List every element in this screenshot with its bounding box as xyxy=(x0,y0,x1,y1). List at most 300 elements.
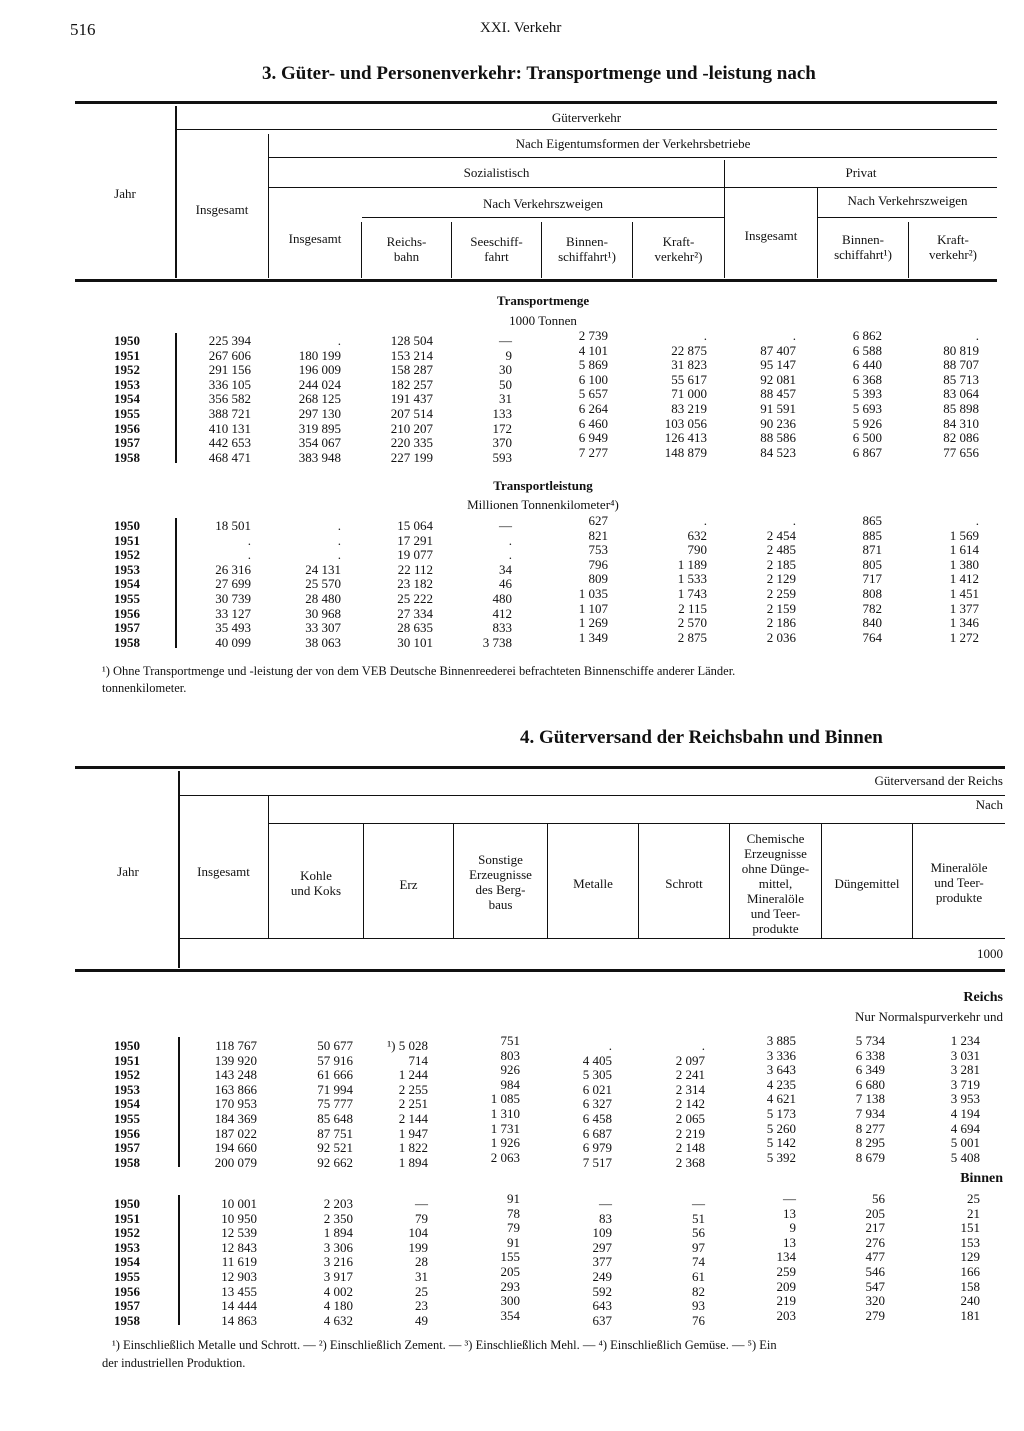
table-cell: 370 xyxy=(492,435,512,451)
table-cell: 27 699 xyxy=(215,576,251,592)
table-cell: 3 306 xyxy=(323,1239,353,1255)
table-cell: 87 407 xyxy=(760,342,796,358)
table-row-year: 1956 xyxy=(114,1125,140,1141)
table-cell: 14 444 xyxy=(221,1298,257,1314)
t4-header-sonstige: Sonstige Erzeugnisse des Berg- baus xyxy=(469,852,532,912)
table-cell: . xyxy=(701,1038,705,1053)
t3-header-privat: Privat xyxy=(845,165,877,180)
table-cell: 91 xyxy=(507,1234,520,1250)
table-cell: 129 xyxy=(960,1249,980,1265)
table-cell: 28 480 xyxy=(305,591,341,606)
table-cell: 356 582 xyxy=(208,391,251,407)
table-cell: 1 569 xyxy=(949,527,979,543)
table-cell: 6 680 xyxy=(855,1076,885,1092)
table-cell: 83 xyxy=(599,1210,612,1226)
table-cell: 547 xyxy=(865,1278,885,1294)
table-cell: 95 147 xyxy=(760,357,796,373)
table-cell: 2 144 xyxy=(398,1111,428,1126)
table-cell: 293 xyxy=(500,1278,520,1294)
table-cell: 148 879 xyxy=(664,444,707,460)
table-cell: 187 022 xyxy=(214,1125,257,1141)
table-cell: 1 614 xyxy=(949,542,979,558)
table-cell: 180 199 xyxy=(298,347,341,363)
t4-header-mineraloele: Mineralöle und Teer- produkte xyxy=(930,860,988,905)
table-cell: 627 xyxy=(588,513,608,528)
table-cell: 128 504 xyxy=(390,333,433,348)
table-cell: 28 xyxy=(415,1254,428,1270)
table-cell: 217 xyxy=(865,1220,885,1236)
table-cell: 7 277 xyxy=(578,444,608,460)
table-cell: 12 539 xyxy=(221,1225,257,1241)
table-cell: 82 086 xyxy=(943,430,979,446)
table-cell: 1 085 xyxy=(490,1091,520,1107)
t3-header-soz-insgesamt: Insgesamt xyxy=(288,231,342,246)
table-cell: 12 843 xyxy=(221,1239,257,1255)
table-cell: 717 xyxy=(862,571,882,587)
table-cell: 412 xyxy=(492,605,512,621)
table-cell: 1 926 xyxy=(490,1135,520,1151)
table-cell: 2 454 xyxy=(766,527,796,543)
table-cell: 5 693 xyxy=(852,401,882,416)
table-cell: 1 272 xyxy=(949,629,979,645)
table-row-year: 1953 xyxy=(114,561,140,577)
table-cell: 8 277 xyxy=(855,1120,885,1136)
table-cell: 6 460 xyxy=(578,415,608,431)
table-cell: 2 739 xyxy=(578,328,608,343)
table-cell: 6 458 xyxy=(582,1111,612,1126)
table-cell: 2 186 xyxy=(766,615,796,631)
table-cell: 82 xyxy=(692,1283,705,1299)
t4-footnote1: ¹) Einschließlich Metalle und Schrott. — ²) Einschließlich Zement. — ³) Einschließlich Mehl. — ⁴) Einschließlich Gemüse. — ⁵) Ein xyxy=(112,1338,777,1352)
table-cell: . xyxy=(337,518,341,533)
t4-footnote2: der industriellen Produktion. xyxy=(102,1356,246,1370)
table-cell: 205 xyxy=(500,1264,520,1279)
table-cell: 25 xyxy=(415,1283,428,1299)
table-cell: 49 xyxy=(415,1312,428,1328)
table-cell: 84 523 xyxy=(760,444,796,460)
table-cell: 227 199 xyxy=(390,449,433,465)
table-cell: 30 968 xyxy=(305,605,341,621)
table-cell: 790 xyxy=(687,542,707,558)
t3-section1-title: Transportmenge xyxy=(496,293,590,308)
table-cell: 30 739 xyxy=(215,591,251,606)
table-cell: 92 081 xyxy=(760,371,796,387)
table-cell: 2 350 xyxy=(323,1210,353,1226)
table-cell: 4 632 xyxy=(323,1312,353,1328)
table-cell: 2 148 xyxy=(675,1140,705,1156)
table-cell: 31 xyxy=(499,391,512,407)
table-cell: 2 219 xyxy=(675,1125,705,1141)
table-row-year: 1950 xyxy=(114,1038,140,1053)
table-cell: 88 586 xyxy=(760,430,796,446)
table-cell: . xyxy=(975,513,979,528)
t4-header-schrott: Schrott xyxy=(665,876,703,891)
table3-title: 3. Güter- und Personenverkehr: Transportmenge und -leistung nach xyxy=(262,63,816,84)
table-cell: . xyxy=(337,333,341,348)
table-cell: 821 xyxy=(588,527,608,543)
table-cell: 25 xyxy=(967,1191,980,1206)
table-cell: 7 138 xyxy=(855,1091,885,1107)
table-cell: 23 182 xyxy=(397,576,433,592)
t4-header-chemische: Chemische Erzeugnisse ohne Dünge- mittel, Mineralöle und Teer- produkte xyxy=(741,831,810,936)
table-cell: 126 413 xyxy=(664,430,707,446)
table-cell: 6 588 xyxy=(852,342,882,358)
table-cell: 5 173 xyxy=(766,1106,796,1121)
table-cell: 5 926 xyxy=(852,415,882,431)
table-cell: 3 281 xyxy=(950,1062,980,1078)
t3-footnote2: tonnenkilometer. xyxy=(102,681,187,695)
table-cell: 354 067 xyxy=(298,435,341,451)
table-cell: 14 863 xyxy=(221,1312,257,1328)
table-cell: 71 000 xyxy=(671,386,707,402)
table-cell: 480 xyxy=(492,591,512,606)
table-cell: 38 063 xyxy=(305,634,341,650)
table-cell: 34 xyxy=(499,561,512,577)
table-cell: 377 xyxy=(592,1254,612,1270)
table-row-year: 1957 xyxy=(114,1140,140,1156)
chapter-title: XXI. Verkehr xyxy=(480,20,562,36)
table-cell: 632 xyxy=(687,527,707,543)
t4-section1-title: Reichs xyxy=(963,990,1003,1005)
t3-header-priv-kraft: Kraft- verkehr²) xyxy=(929,232,977,262)
table-cell: 151 xyxy=(960,1220,980,1236)
table-row-year: 1953 xyxy=(114,1239,140,1255)
t4-header-kohle: Kohle und Koks xyxy=(290,868,342,898)
table-cell: 134 xyxy=(776,1249,796,1265)
table-cell: 1 310 xyxy=(490,1106,520,1121)
table-cell: 2 129 xyxy=(766,571,796,587)
table-cell: 4 101 xyxy=(578,342,608,358)
table-cell: 9 xyxy=(789,1220,796,1236)
table-cell: 6 327 xyxy=(582,1096,612,1112)
table-row-year: 1955 xyxy=(114,591,140,606)
table-cell: 25 570 xyxy=(305,576,341,592)
table-cell: 25 222 xyxy=(397,591,433,606)
table-cell: . xyxy=(508,547,512,563)
table-cell: 71 994 xyxy=(317,1081,353,1097)
table-row-year: 1952 xyxy=(114,1225,140,1241)
t3-section1-unit: 1000 Tonnen xyxy=(509,313,577,328)
table-cell: 3 216 xyxy=(323,1254,353,1270)
table-cell: 809 xyxy=(588,571,608,587)
t3-header-eigentum: Nach Eigentumsformen der Verkehrsbetriebe xyxy=(515,136,751,151)
table-cell: 320 xyxy=(865,1293,885,1309)
table4-title: 4. Güterversand der Reichsbahn und Binnen xyxy=(520,727,883,748)
t3-header-reichsbahn: Reichs- bahn xyxy=(386,234,427,264)
table-row-year: 1953 xyxy=(114,376,140,392)
table-cell: 5 260 xyxy=(766,1120,796,1136)
table-row-year: 1958 xyxy=(114,1154,140,1170)
table-cell: 300 xyxy=(500,1293,520,1309)
table-cell: 166 xyxy=(960,1264,980,1279)
table-cell: 6 021 xyxy=(582,1081,612,1097)
table-cell: 477 xyxy=(865,1249,885,1265)
table-cell: 191 437 xyxy=(390,391,433,407)
table-cell: 244 024 xyxy=(298,376,341,392)
table-cell: 92 662 xyxy=(317,1154,353,1170)
table-cell: 3 885 xyxy=(766,1033,796,1048)
table-cell: 6 862 xyxy=(852,328,882,343)
table-cell: 6 687 xyxy=(582,1125,612,1141)
table-cell: 3 738 xyxy=(482,634,512,650)
table-cell: . xyxy=(508,532,512,548)
table-row-year: 1952 xyxy=(114,547,140,563)
table-cell: 87 751 xyxy=(317,1125,353,1141)
table-cell: 85 713 xyxy=(943,371,979,387)
t4-header-nach: Nach xyxy=(975,797,1003,812)
table-row-year: 1956 xyxy=(114,605,140,621)
table-cell: 61 666 xyxy=(317,1067,353,1083)
table-cell: 1 377 xyxy=(949,600,979,616)
table-cell: 170 953 xyxy=(214,1096,257,1112)
table-cell: 5 393 xyxy=(852,386,882,402)
t4-header-unit: 1000 xyxy=(977,946,1003,961)
table-cell: 4 235 xyxy=(766,1076,796,1092)
table-cell: 592 xyxy=(592,1283,612,1299)
table-cell: 24 131 xyxy=(305,561,341,577)
table-cell: . xyxy=(975,328,979,343)
table-cell: 155 xyxy=(500,1249,520,1265)
table-cell: 782 xyxy=(862,600,882,616)
table-row-year: 1952 xyxy=(114,1067,140,1083)
t3-header-priv-insgesamt: Insgesamt xyxy=(744,228,798,243)
t4-header-erz: Erz xyxy=(399,877,418,892)
table-cell: 91 591 xyxy=(760,401,796,416)
t3-header-nach-zweigen: Nach Verkehrszweigen xyxy=(483,196,603,211)
table-cell: 83 064 xyxy=(943,386,979,402)
t3-section2-unit: Millionen Tonnenkilometer⁴) xyxy=(467,497,619,512)
table-cell: 319 895 xyxy=(298,420,341,436)
table-cell: 209 xyxy=(776,1278,796,1294)
table-cell: 2 875 xyxy=(677,629,707,645)
table-cell: 56 xyxy=(692,1225,705,1241)
table-cell: 3 643 xyxy=(766,1062,796,1078)
table-row-year: 1956 xyxy=(114,1283,140,1299)
table-cell: 109 xyxy=(592,1225,612,1241)
table-cell: — xyxy=(415,1196,428,1211)
table-row-year: 1950 xyxy=(114,333,140,348)
t3-header-priv-nach-zweigen: Nach Verkehrszweigen xyxy=(847,193,968,208)
table-cell: . xyxy=(337,532,341,548)
table-cell: 2 251 xyxy=(398,1096,428,1112)
table-cell: 354 xyxy=(500,1307,520,1323)
table-cell: 21 xyxy=(967,1205,980,1221)
table-cell: 219 xyxy=(776,1293,796,1309)
table-cell: 182 257 xyxy=(390,376,433,392)
table-cell: . xyxy=(247,532,251,548)
table-cell: 4 194 xyxy=(950,1106,980,1121)
table-cell: 1 244 xyxy=(398,1067,428,1083)
table-cell: 26 316 xyxy=(215,561,251,577)
table-cell: 6 368 xyxy=(852,371,882,387)
table-cell: 1 894 xyxy=(323,1225,353,1241)
t3-header-seeschiff: Seeschiff- fahrt xyxy=(470,234,523,264)
table-cell: 103 056 xyxy=(664,415,707,431)
table-cell: 9 xyxy=(505,347,512,363)
table-cell: 28 635 xyxy=(397,620,433,636)
table-cell: 50 xyxy=(499,376,512,392)
table-cell: 1 035 xyxy=(578,586,608,601)
table-cell: 3 953 xyxy=(950,1091,980,1107)
table-cell: 753 xyxy=(588,542,608,558)
table-cell: 388 721 xyxy=(208,406,251,421)
table-cell: 291 156 xyxy=(208,362,251,378)
table-row-year: 1951 xyxy=(114,1052,140,1068)
table-cell: 91 xyxy=(507,1191,520,1206)
table-cell: 6 979 xyxy=(582,1140,612,1156)
table-cell: 3 336 xyxy=(766,1047,796,1063)
table-cell: 7 517 xyxy=(582,1154,612,1170)
table-cell: 207 514 xyxy=(390,406,433,421)
t3-header-gueterverkehr: Güterverkehr xyxy=(551,110,622,125)
t3-header-jahr: Jahr xyxy=(114,186,136,201)
table-cell: 46 xyxy=(499,576,512,592)
table-cell: 30 101 xyxy=(397,634,433,650)
table-cell: 643 xyxy=(592,1298,612,1314)
table-cell: 199 xyxy=(408,1239,428,1255)
table-cell: 97 xyxy=(692,1239,705,1255)
table-cell: — xyxy=(599,1196,612,1211)
table-cell: 5 657 xyxy=(578,386,608,402)
table-cell: 172 xyxy=(492,420,512,436)
table-row-year: 1957 xyxy=(114,1298,140,1314)
table-cell: 1 234 xyxy=(950,1033,980,1048)
table-cell: 2 485 xyxy=(766,542,796,558)
table-cell: 11 619 xyxy=(221,1254,257,1270)
table-cell: 865 xyxy=(862,513,882,528)
table-cell: 3 719 xyxy=(950,1076,980,1092)
table-cell: 196 009 xyxy=(298,362,341,378)
table-cell: 79 xyxy=(415,1210,428,1226)
table-cell: 13 xyxy=(783,1234,796,1250)
table-cell: 74 xyxy=(692,1254,705,1270)
table-cell: 5 392 xyxy=(766,1149,796,1165)
table-cell: 22 112 xyxy=(397,561,433,577)
table-cell: 2 255 xyxy=(398,1081,428,1097)
table-row-year: 1954 xyxy=(114,1096,140,1112)
t4-header-duenge: Düngemittel xyxy=(834,876,900,891)
table-row-year: 1952 xyxy=(114,362,140,378)
table-cell: ¹) 5 028 xyxy=(387,1038,428,1053)
table-cell: 3 917 xyxy=(323,1269,353,1284)
table-cell: 4 621 xyxy=(766,1091,796,1107)
table-row-year: 1950 xyxy=(114,1196,140,1211)
t3-header-priv-binnen: Binnen- schiffahrt¹) xyxy=(834,232,892,262)
table-cell: 336 105 xyxy=(208,376,251,392)
table-cell: 5 001 xyxy=(950,1135,980,1151)
table-cell: 56 xyxy=(872,1191,885,1206)
table-cell: 276 xyxy=(865,1234,885,1250)
t3-header-insgesamt: Insgesamt xyxy=(195,202,249,217)
table-cell: 442 653 xyxy=(208,435,251,451)
table-cell: 158 287 xyxy=(390,362,433,378)
table-cell: . xyxy=(337,547,341,563)
table-cell: 13 xyxy=(783,1205,796,1221)
table-cell: 18 501 xyxy=(215,518,251,533)
table-cell: 6 440 xyxy=(852,357,882,373)
table-cell: 6 500 xyxy=(852,430,882,446)
table-cell: 51 xyxy=(692,1210,705,1226)
table-cell: 61 xyxy=(692,1269,705,1284)
table-cell: 92 521 xyxy=(317,1140,353,1156)
table-cell: 240 xyxy=(960,1293,980,1309)
table-cell: . xyxy=(703,513,707,528)
table-cell: 984 xyxy=(500,1076,520,1092)
table-cell: 31 823 xyxy=(671,357,707,373)
table-row-year: 1957 xyxy=(114,620,140,636)
table-cell: 1 269 xyxy=(578,615,608,631)
table-cell: . xyxy=(608,1038,612,1053)
t4-header-jahr: Jahr xyxy=(117,864,139,879)
table-cell: 2 314 xyxy=(675,1081,705,1097)
table-cell: 88 707 xyxy=(943,357,979,373)
table-cell: 637 xyxy=(592,1312,612,1328)
table-cell: 93 xyxy=(692,1298,705,1314)
table-cell: 76 xyxy=(692,1312,705,1328)
table-cell: 2 241 xyxy=(675,1067,705,1083)
table-row-year: 1958 xyxy=(114,1312,140,1328)
table-cell: 1 731 xyxy=(490,1120,520,1136)
table-cell: 85 898 xyxy=(943,401,979,416)
table-cell: 3 031 xyxy=(950,1047,980,1063)
t4-header-metalle: Metalle xyxy=(573,876,613,891)
table-row-year: 1954 xyxy=(114,391,140,407)
table-row-year: 1955 xyxy=(114,406,140,421)
table-cell: 27 334 xyxy=(397,605,433,621)
table-cell: 5 408 xyxy=(950,1149,980,1165)
table-cell: 803 xyxy=(500,1047,520,1063)
table-cell: 2 142 xyxy=(675,1096,705,1112)
table-cell: 410 131 xyxy=(208,420,251,436)
t3-section2-title: Transportleistung xyxy=(493,478,593,493)
table-cell: 22 875 xyxy=(671,342,707,358)
table-cell: 153 214 xyxy=(390,347,433,363)
t4-header-versand: Güterversand der Reichs xyxy=(874,773,1003,788)
table-cell: 200 079 xyxy=(214,1154,257,1170)
table-cell: 12 903 xyxy=(221,1269,257,1284)
t4-section1-subtitle: Nur Normalspurverkehr und xyxy=(854,1009,1003,1024)
table-cell: 2 203 xyxy=(323,1196,353,1211)
table-cell: 249 xyxy=(592,1269,612,1284)
table-cell: 885 xyxy=(862,527,882,543)
table-cell: 133 xyxy=(492,406,512,421)
table-row-year: 1951 xyxy=(114,532,140,548)
table-cell: 6 100 xyxy=(578,371,608,387)
table-cell: 194 660 xyxy=(214,1140,257,1156)
table-cell: 6 867 xyxy=(852,444,882,460)
table-cell: — xyxy=(692,1196,705,1211)
table-cell: 8 295 xyxy=(855,1135,885,1151)
page-number: 516 xyxy=(70,20,96,39)
table-cell: — xyxy=(499,333,512,348)
table-cell: 7 934 xyxy=(855,1106,885,1121)
table-cell: 2 368 xyxy=(675,1154,705,1170)
table-cell: 279 xyxy=(865,1307,885,1323)
table-cell: 77 656 xyxy=(943,444,979,460)
table-cell: . xyxy=(703,328,707,343)
table-row-year: 1958 xyxy=(114,449,140,465)
table-cell: 6 264 xyxy=(578,401,608,416)
table-row-year: 1956 xyxy=(114,420,140,436)
table-cell: — xyxy=(783,1191,796,1206)
table-cell: 153 xyxy=(960,1234,980,1250)
table-cell: 205 xyxy=(865,1205,885,1221)
table-cell: 181 xyxy=(960,1307,980,1323)
table-cell: 6 338 xyxy=(855,1047,885,1063)
table-cell: 83 219 xyxy=(671,401,707,416)
table-cell: 1 412 xyxy=(949,571,979,587)
table-row-year: 1953 xyxy=(114,1081,140,1097)
